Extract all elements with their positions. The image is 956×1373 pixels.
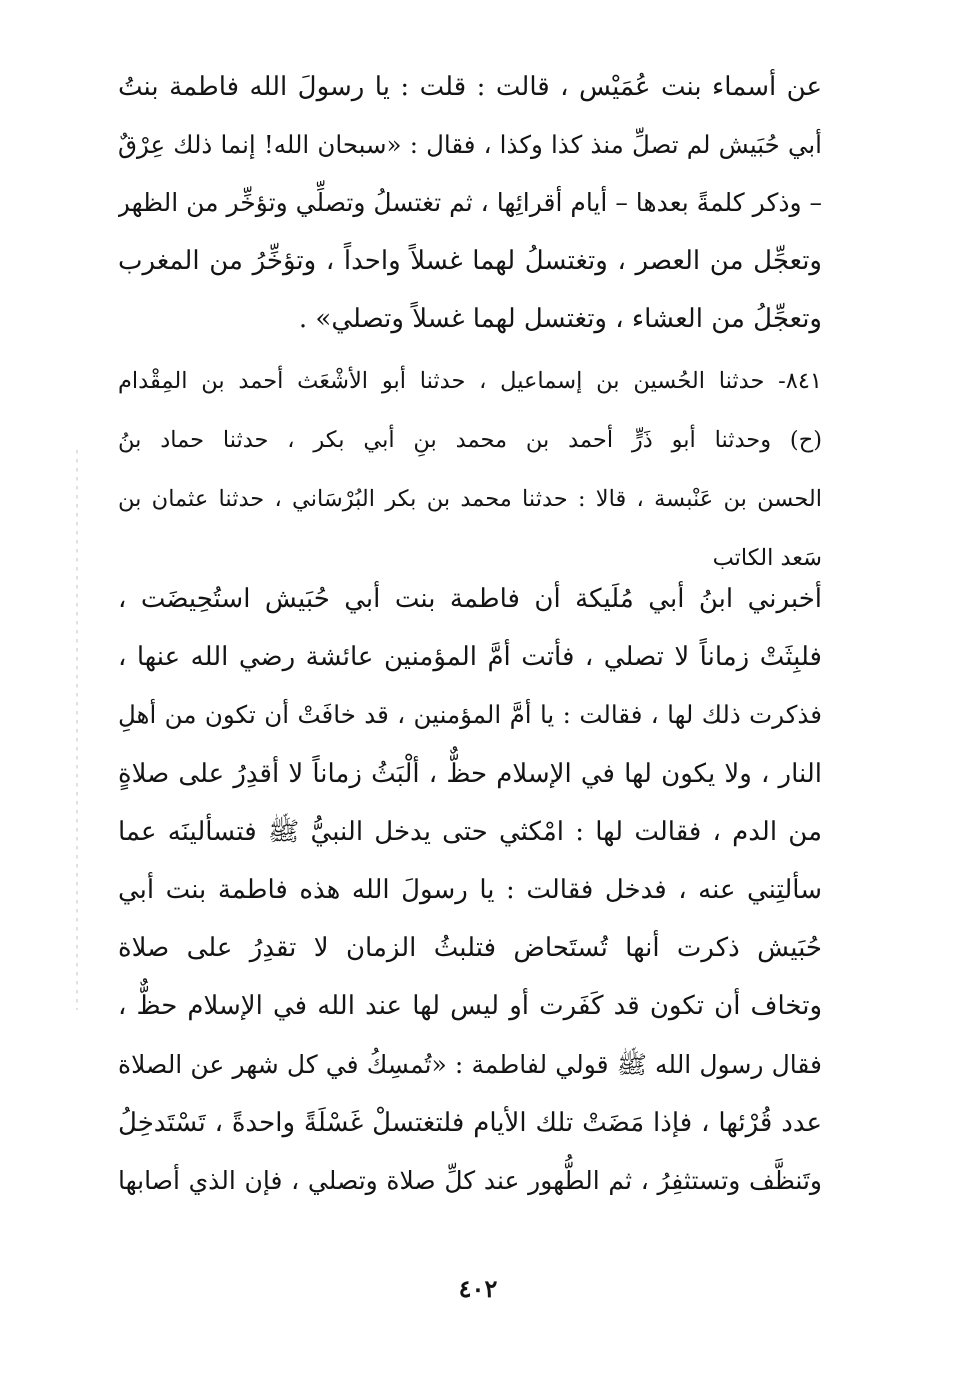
text-line: عدد قُرْئها ، فإذا مَضَتْ تلك الأيام فلتغتسلْ غَسْلَةً واحدةً ، تَسْتَدخِلُ [118,1107,822,1138]
text-line: أبي حُبَيش لم تصلِّ منذ كذا وكذا ، فقال : «سبحان الله! إنما ذلك عِرْقٌ [118,130,822,159]
text-line: وتعجِّلُ من العشاء ، وتغتسل لهما غسلاً وتصلي» . [298,304,822,334]
text-line: وتعجِّل من العصر ، وتغتسلُ لهما غسلاً واحداً ، وتؤخِّرُ من المغرب [118,246,822,276]
text-line: – وذكر كلمةً بعدها – أيام أقرائِها ، ثم تغتسلُ وتصلِّي وتؤخِّر من الظهر [118,188,822,217]
text-line: فلبِثَتْ زماناً لا تصلي ، فأتت أمَّ المؤمنين عائشة رضي الله عنها ، [118,642,822,673]
text-line: حُبَيش ذكرت أنها تُستَحاض فتلبثُ الزمان لا تقدِرُ على صلاة [118,933,822,964]
text-line: سألتِني عنه ، فدخل فقالت : يا رسولَ الله هذه فاطمة بنت أبي [118,874,822,905]
text-line: النار ، ولا يكون لها في الإسلام حظٌّ ، ألْبَثُ زماناً لا أقدِرُ على صلاةٍ [118,758,822,789]
text-line: وتخاف أن تكون قد كَفَرت أو ليس لها عند الله في الإسلام حظٌّ ، [118,991,822,1022]
text-line: عن أسماء بنت عُمَيْس ، قالت : قلت : يا رسولَ الله فاطمة بنتُ [118,72,822,102]
text-line: من الدم ، فقالت لها : امْكثي حتى يدخل النبيُّ ﷺ فتسألينَه عما [118,816,822,847]
hadith-isnad [118,352,822,588]
text-line: وتَنظَّف وتستثفِرُ ، ثم الطُّهور عند كلِّ صلاة وتصلي ، فإن الذي أصابها [118,1165,822,1195]
isnad-line: الحسن بن عَنْبسة ، قالا : حدثنا محمد بن بكر البُرْسَاني ، حدثنا عثمان بن [118,486,822,512]
isnad-line: ٨٤١- حدثنا الحُسين بن إسماعيل ، حدثنا أبو الأشْعَث أحمد بن المِقْدام [118,368,822,394]
isnad-line: سَعد الكاتب [712,545,822,571]
isnad-line: (ح) وحدثنا أبو ذَرٍّ أحمد بن محمد بنِ أبي بكر ، حدثنا حماد بنُ [118,427,822,453]
text-line: أخبرني ابنُ أبي مُلَيكة أن فاطمة بنت أبي حُبَيش استُحِيضَت ، [118,584,822,614]
page-number: ٤٠٢ [458,1274,498,1303]
text-line: فقال رسول الله ﷺ قولي لفاطمة : «تُمسِكُ في كل شهر عن الصلاة [118,1049,822,1079]
hadith-matn [118,570,822,1210]
paragraph-continuation [118,58,822,348]
text-line: فذكرت ذلك لها ، فقالت : يا أمَّ المؤمنين ، قد خافَتْ أن تكون من أهلِ [118,700,822,730]
scan-margin-artifact [76,450,78,1010]
